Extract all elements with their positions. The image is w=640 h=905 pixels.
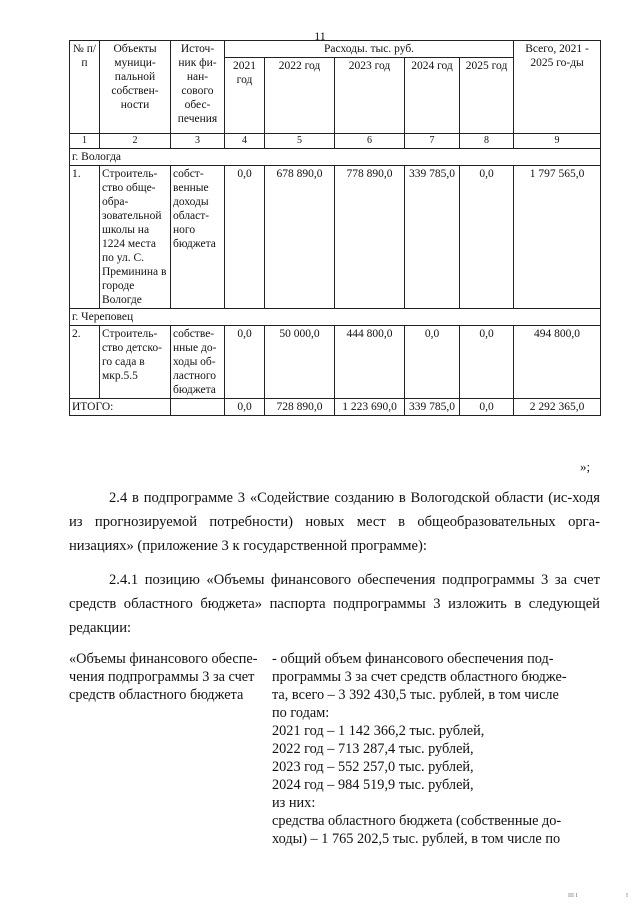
value-2021: 0,0 <box>225 166 265 309</box>
total-empty <box>171 399 225 416</box>
row-number: 2. <box>70 326 100 399</box>
value-2024: 339 785,0 <box>405 166 460 309</box>
header-2023: 2023 год <box>335 58 405 134</box>
paragraph-2-4-1 <box>69 568 600 640</box>
column-number: 4 <box>225 134 265 149</box>
passport-line: 2021 год – 1 142 366,2 тыс. рублей, <box>272 723 485 739</box>
table-row <box>70 326 601 399</box>
header-total: Всего, 2021 - 2025 го-ды <box>514 41 601 134</box>
city-cherepovets: г. Череповец <box>70 309 601 326</box>
value-2025: 0,0 <box>460 326 514 399</box>
value-2025: 0,0 <box>460 166 514 309</box>
passport-line: ходы) – 1 765 202,5 тыс. рублей, в том числе по <box>272 831 561 847</box>
paragraph-text: 2.4 в подпрограмме 3 «Содействие созданию в Вологодской области (ис-ходя из прогнозируемой потребности) новых мест в общеобразовательных орга-низациях» (приложение 3 к государственной программе): <box>69 490 600 554</box>
city-row <box>70 309 601 326</box>
header-2024: 2024 год <box>405 58 460 134</box>
footer-mark: ІІІ І <box>568 893 578 899</box>
paragraph-2-4 <box>69 486 600 558</box>
object-name: Строитель-ство детско-го сада в мкр.5.5 <box>100 326 171 399</box>
column-number: 2 <box>100 134 171 149</box>
total-2025: 0,0 <box>460 399 514 416</box>
column-number-row <box>70 134 601 149</box>
passport-right <box>272 650 597 848</box>
value-2022: 50 000,0 <box>265 326 335 399</box>
passport-line: программы 3 за счет средств областного бюдже- <box>272 669 567 685</box>
header-2021: 2021 год <box>225 58 265 134</box>
value-2023: 778 890,0 <box>335 166 405 309</box>
column-number: 1 <box>70 134 100 149</box>
header-object: Объекты муници-пальной собствен-ности <box>100 41 171 134</box>
header-expenses: Расходы. тыс. руб. <box>225 41 514 58</box>
city-row <box>70 149 601 166</box>
passport-line: из них: <box>272 795 316 811</box>
column-number: 6 <box>335 134 405 149</box>
passport-line: 2022 год – 713 287,4 тыс. рублей, <box>272 741 474 757</box>
paragraph-text: 2.4.1 позицию «Объемы финансового обеспечения подпрограммы 3 за счет средств областного бюджета» паспорта подпрограммы 3 изложить в следующей редакции: <box>69 572 600 636</box>
passport-line: 2024 год – 984 519,9 тыс. рублей, <box>272 777 474 793</box>
passport-line: по годам: <box>272 705 330 721</box>
header-2025: 2025 год <box>460 58 514 134</box>
passport-line: 2023 год – 552 257,0 тыс. рублей, <box>272 759 474 775</box>
value-2022: 678 890,0 <box>265 166 335 309</box>
object-name: Строитель-ство обще-обра-зовательной школы на 1224 места по ул. С. Преминина в городе Вологде <box>100 166 171 309</box>
total-sum: 2 292 365,0 <box>514 399 601 416</box>
header-num: № п/п <box>70 41 100 134</box>
closing-quote: »; <box>580 459 591 474</box>
total-2023: 1 223 690,0 <box>335 399 405 416</box>
funding-source: собстве-нные до-ходы об-ластного бюджета <box>171 326 225 399</box>
footer-mark: І <box>626 893 628 899</box>
column-number: 5 <box>265 134 335 149</box>
passport-line: - общий объем финансового обеспечения под- <box>272 651 554 667</box>
total-2024: 339 785,0 <box>405 399 460 416</box>
total-label: ИТОГО: <box>70 399 171 416</box>
header-row-1 <box>70 41 601 58</box>
funding-source: собст-венные доходы област-ного бюджета <box>171 166 225 309</box>
total-2021: 0,0 <box>225 399 265 416</box>
column-number: 3 <box>171 134 225 149</box>
passport-line: та, всего – 3 392 430,5 тыс. рублей, в том числе <box>272 687 559 703</box>
row-number: 1. <box>70 166 100 309</box>
value-2021: 0,0 <box>225 326 265 399</box>
expenses-table <box>69 40 601 416</box>
header-source: Источ-ник фи-нан-сового обес-печения <box>171 41 225 134</box>
city-vologda: г. Вологда <box>70 149 601 166</box>
value-2024: 0,0 <box>405 326 460 399</box>
total-2022: 728 890,0 <box>265 399 335 416</box>
value-total: 1 797 565,0 <box>514 166 601 309</box>
column-number: 8 <box>460 134 514 149</box>
column-number: 7 <box>405 134 460 149</box>
page-number: 11 <box>314 29 326 43</box>
column-number: 9 <box>514 134 601 149</box>
value-2023: 444 800,0 <box>335 326 405 399</box>
total-row <box>70 399 601 416</box>
value-total: 494 800,0 <box>514 326 601 399</box>
table-row <box>70 166 601 309</box>
header-2022: 2022 год <box>265 58 335 134</box>
passport-line: средства областного бюджета (собственные до- <box>272 813 562 829</box>
passport-left: «Объемы финансового обеспе-чения подпрограммы 3 за счет средств областного бюджета <box>69 651 258 703</box>
